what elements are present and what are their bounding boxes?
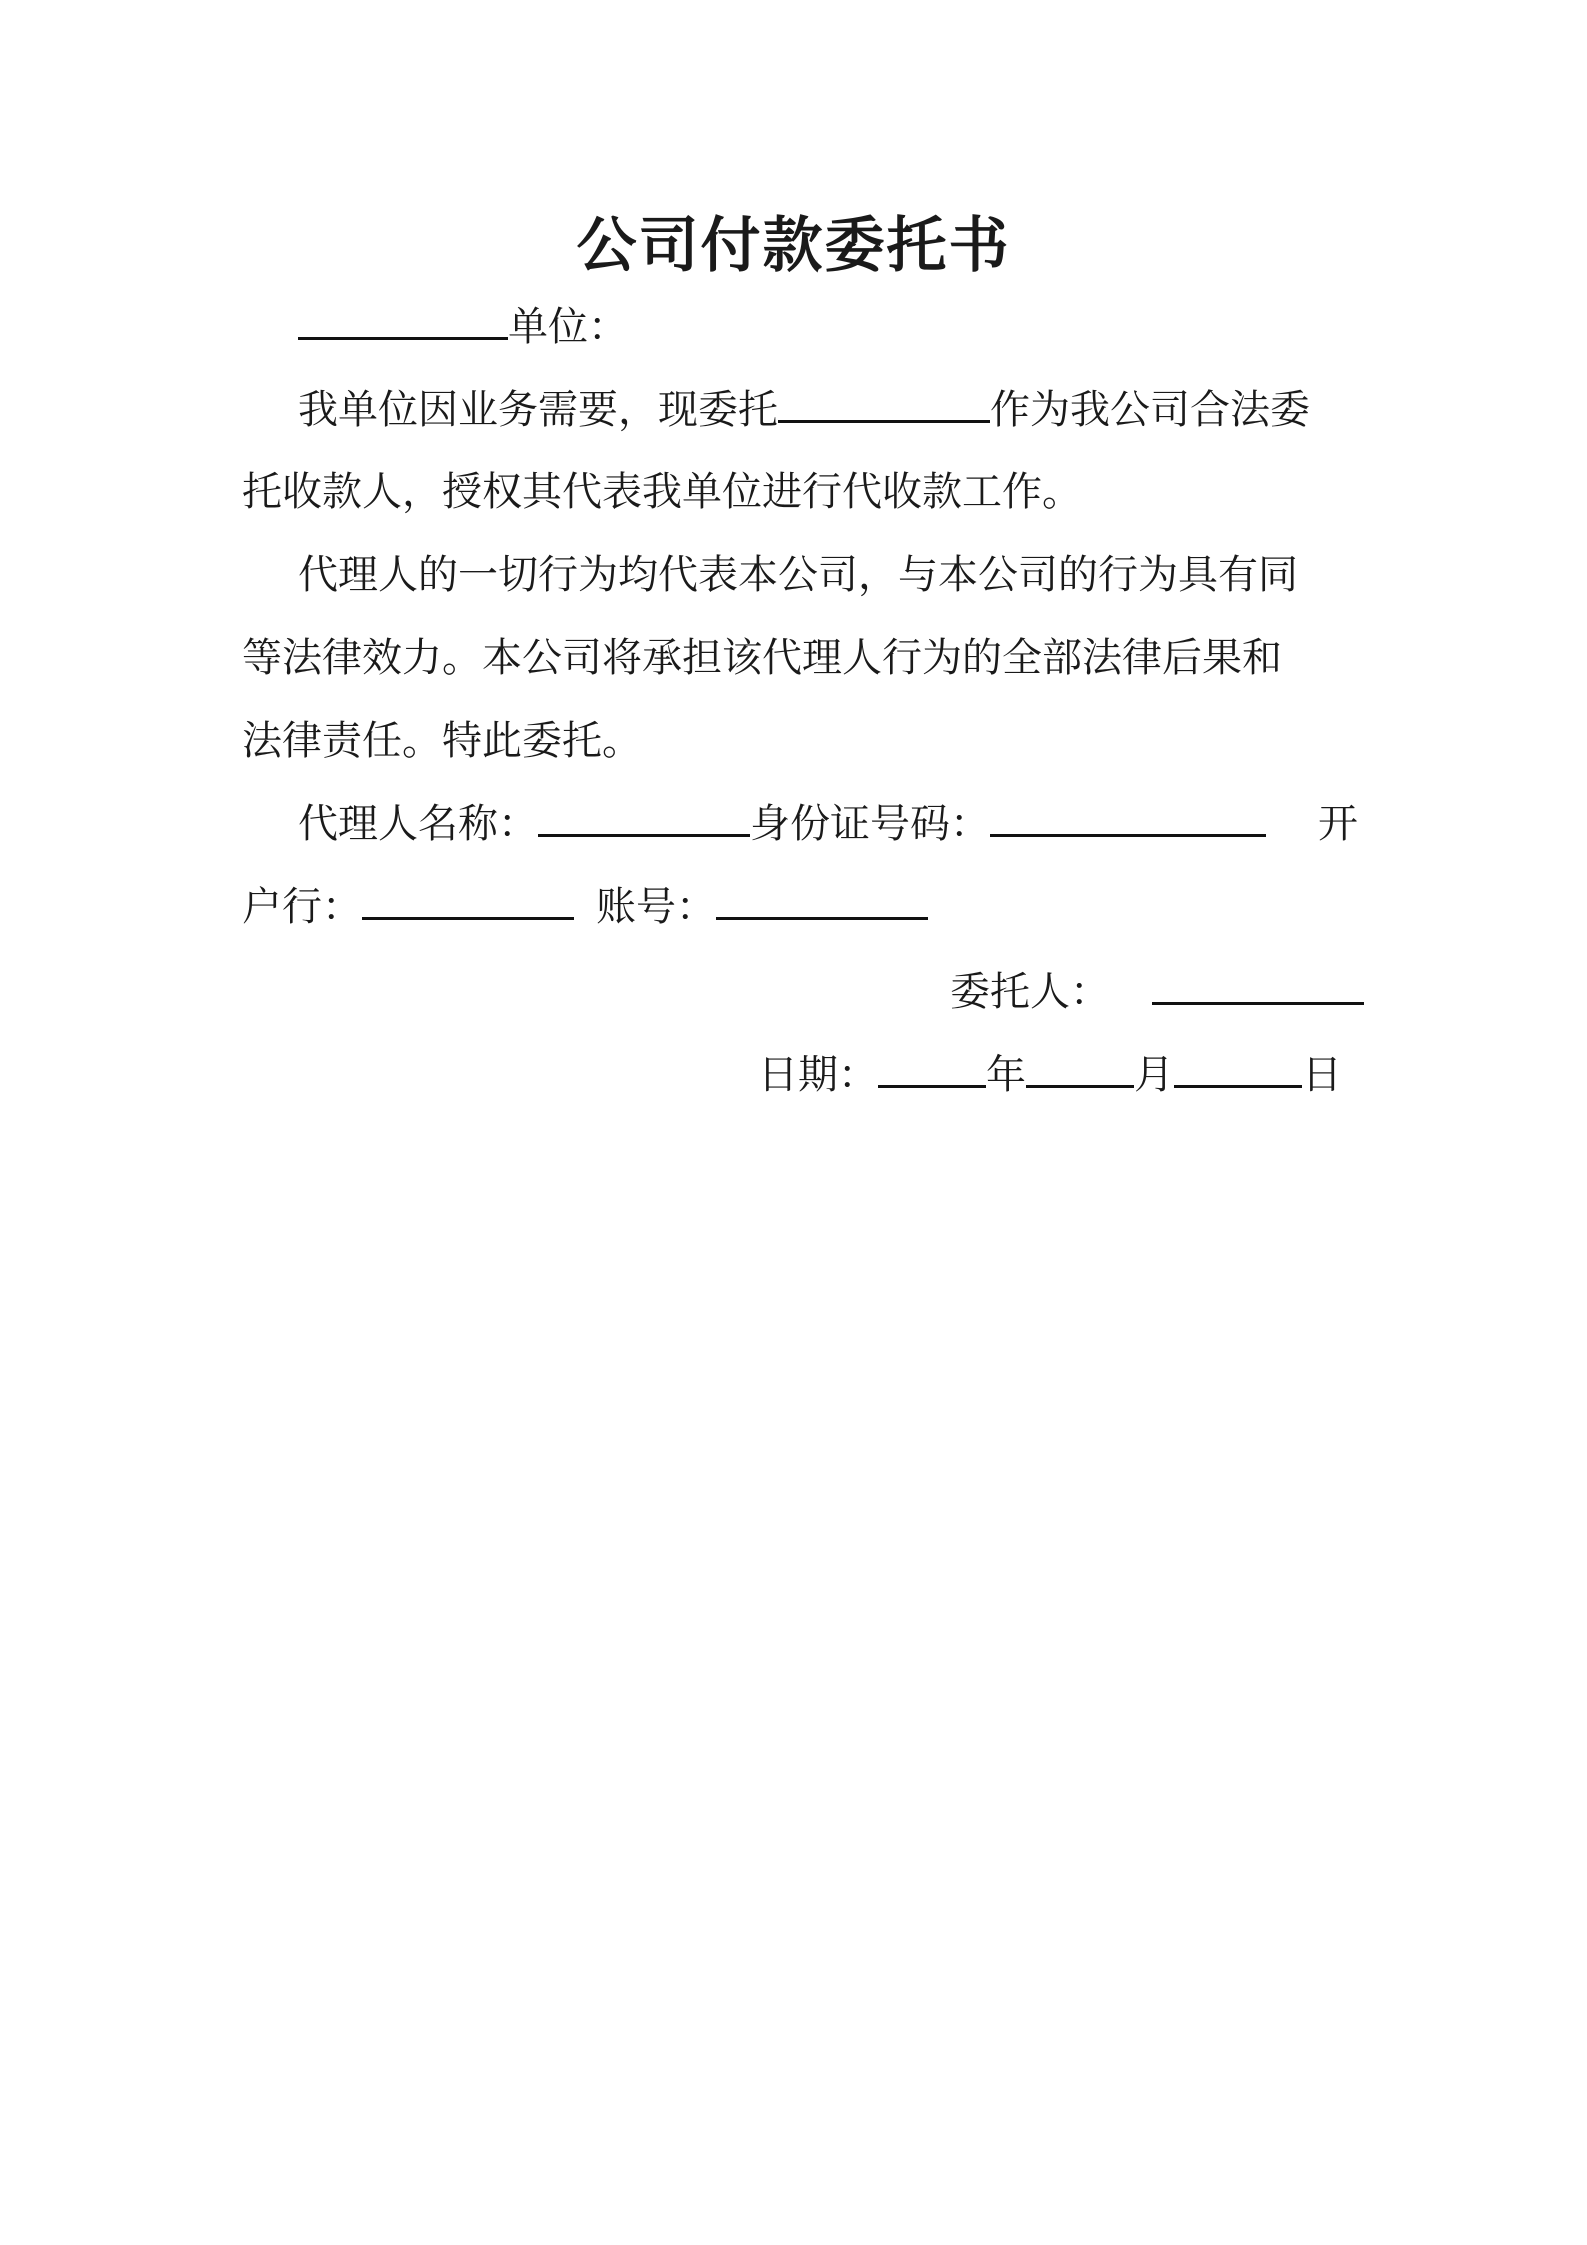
id-number-label: 身份证号码： — [750, 801, 990, 847]
para1-line2: 托收款人，授权其代表我单位进行代收款工作。 — [242, 469, 1082, 515]
year-blank[interactable] — [878, 1049, 986, 1088]
bank-label-start: 开 — [1318, 801, 1358, 847]
day-blank[interactable] — [1174, 1049, 1302, 1088]
bank-blank[interactable] — [362, 881, 574, 920]
date-line — [758, 1045, 1342, 1105]
agent-name-blank[interactable] — [538, 798, 750, 837]
para1-text-a: 我单位因业务需要，现委托 — [298, 387, 778, 433]
para1-line1 — [298, 380, 1310, 440]
entrusted-person-blank[interactable] — [778, 384, 990, 423]
account-blank[interactable] — [716, 881, 928, 920]
salutation-line — [298, 297, 628, 357]
salutation-suffix: 单位： — [508, 304, 628, 350]
account-label: 账号： — [596, 884, 716, 930]
year-label: 年 — [986, 1052, 1026, 1098]
principal-label: 委托人： — [950, 969, 1110, 1015]
recipient-unit-blank[interactable] — [298, 301, 508, 340]
bank-account-line — [242, 877, 928, 937]
document-title: 公司付款委托书 — [576, 211, 1011, 281]
para2-line2: 等法律效力。本公司将承担该代理人行为的全部法律后果和 — [242, 635, 1282, 681]
para2-line3: 法律责任。特此委托。 — [242, 718, 642, 764]
para1-text-b: 作为我公司合法委 — [990, 387, 1310, 433]
month-label: 月 — [1134, 1052, 1174, 1098]
date-label: 日期： — [758, 1052, 878, 1098]
day-label: 日 — [1302, 1052, 1342, 1098]
agent-name-label: 代理人名称： — [298, 801, 538, 847]
agent-info-line — [298, 794, 1358, 854]
id-number-blank[interactable] — [990, 798, 1266, 837]
agent-info-fields — [298, 794, 1266, 854]
para2-line1: 代理人的一切行为均代表本公司，与本公司的行为具有同 — [298, 552, 1298, 598]
principal-blank[interactable] — [1152, 966, 1364, 1005]
bank-label-end: 户行： — [242, 884, 362, 930]
month-blank[interactable] — [1026, 1049, 1134, 1088]
principal-line — [950, 962, 1364, 1022]
